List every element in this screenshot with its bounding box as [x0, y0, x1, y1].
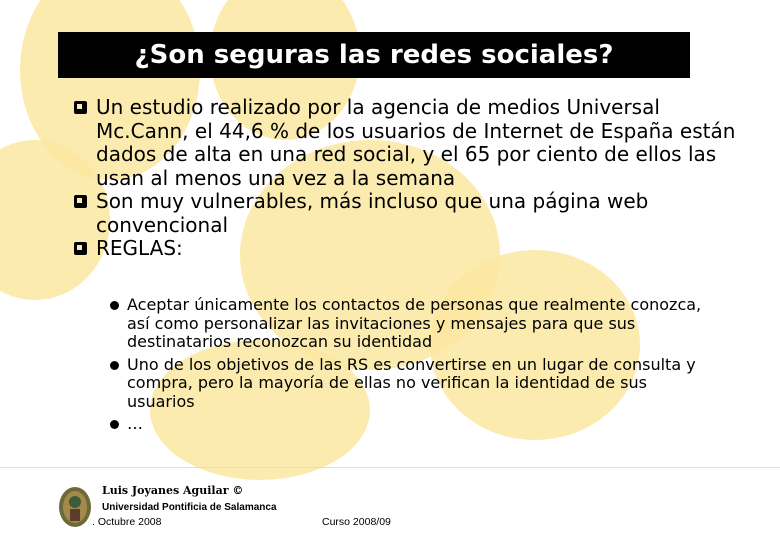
main-point-text: Un estudio realizado por la agencia de medios Universal Mc.Cann, el 44,6 % de los usuarios de Internet de España están dados de alta en una red social, y el 65 por ciento de ellos las usan al menos una vez a la semana	[96, 95, 736, 190]
author-name: Luis Joyanes Aguilar ©	[102, 484, 244, 497]
rule-item	[52, 415, 712, 434]
main-point	[52, 237, 752, 261]
university-name: Universidad Pontificia de Salamanca	[102, 502, 277, 513]
slide-title: ¿Son seguras las redes sociales?	[58, 32, 690, 78]
main-point	[52, 96, 752, 190]
square-bullet-icon	[74, 242, 87, 255]
rules-list	[52, 296, 712, 438]
rule-text: Uno de los objetivos de las RS es convertirse en un lugar de consulta y compra, pero la mayoría de ellas no verifican la identidad de sus usuarios	[127, 354, 696, 411]
dot-bullet-icon	[110, 361, 119, 370]
main-point	[52, 190, 752, 237]
main-point-text: Son muy vulnerables, más incluso que una página web convencional	[96, 189, 649, 237]
main-points	[52, 96, 752, 261]
rule-text: …	[127, 414, 143, 433]
square-bullet-icon	[74, 195, 87, 208]
university-seal-icon	[58, 486, 92, 528]
date-label: . Octubre 2008	[92, 516, 162, 528]
dot-bullet-icon	[110, 420, 119, 429]
main-point-text: REGLAS:	[96, 236, 183, 260]
rule-text: Aceptar únicamente los contactos de personas que realmente conozca, así como personalizar las invitaciones y mensajes para que sus destinatarios reconozcan su identidad	[127, 295, 702, 351]
dot-bullet-icon	[110, 301, 119, 310]
rule-item	[52, 356, 712, 412]
footer-divider	[0, 467, 780, 468]
square-bullet-icon	[74, 101, 87, 114]
rule-item	[52, 296, 712, 352]
course-label: Curso 2008/09	[322, 516, 391, 528]
